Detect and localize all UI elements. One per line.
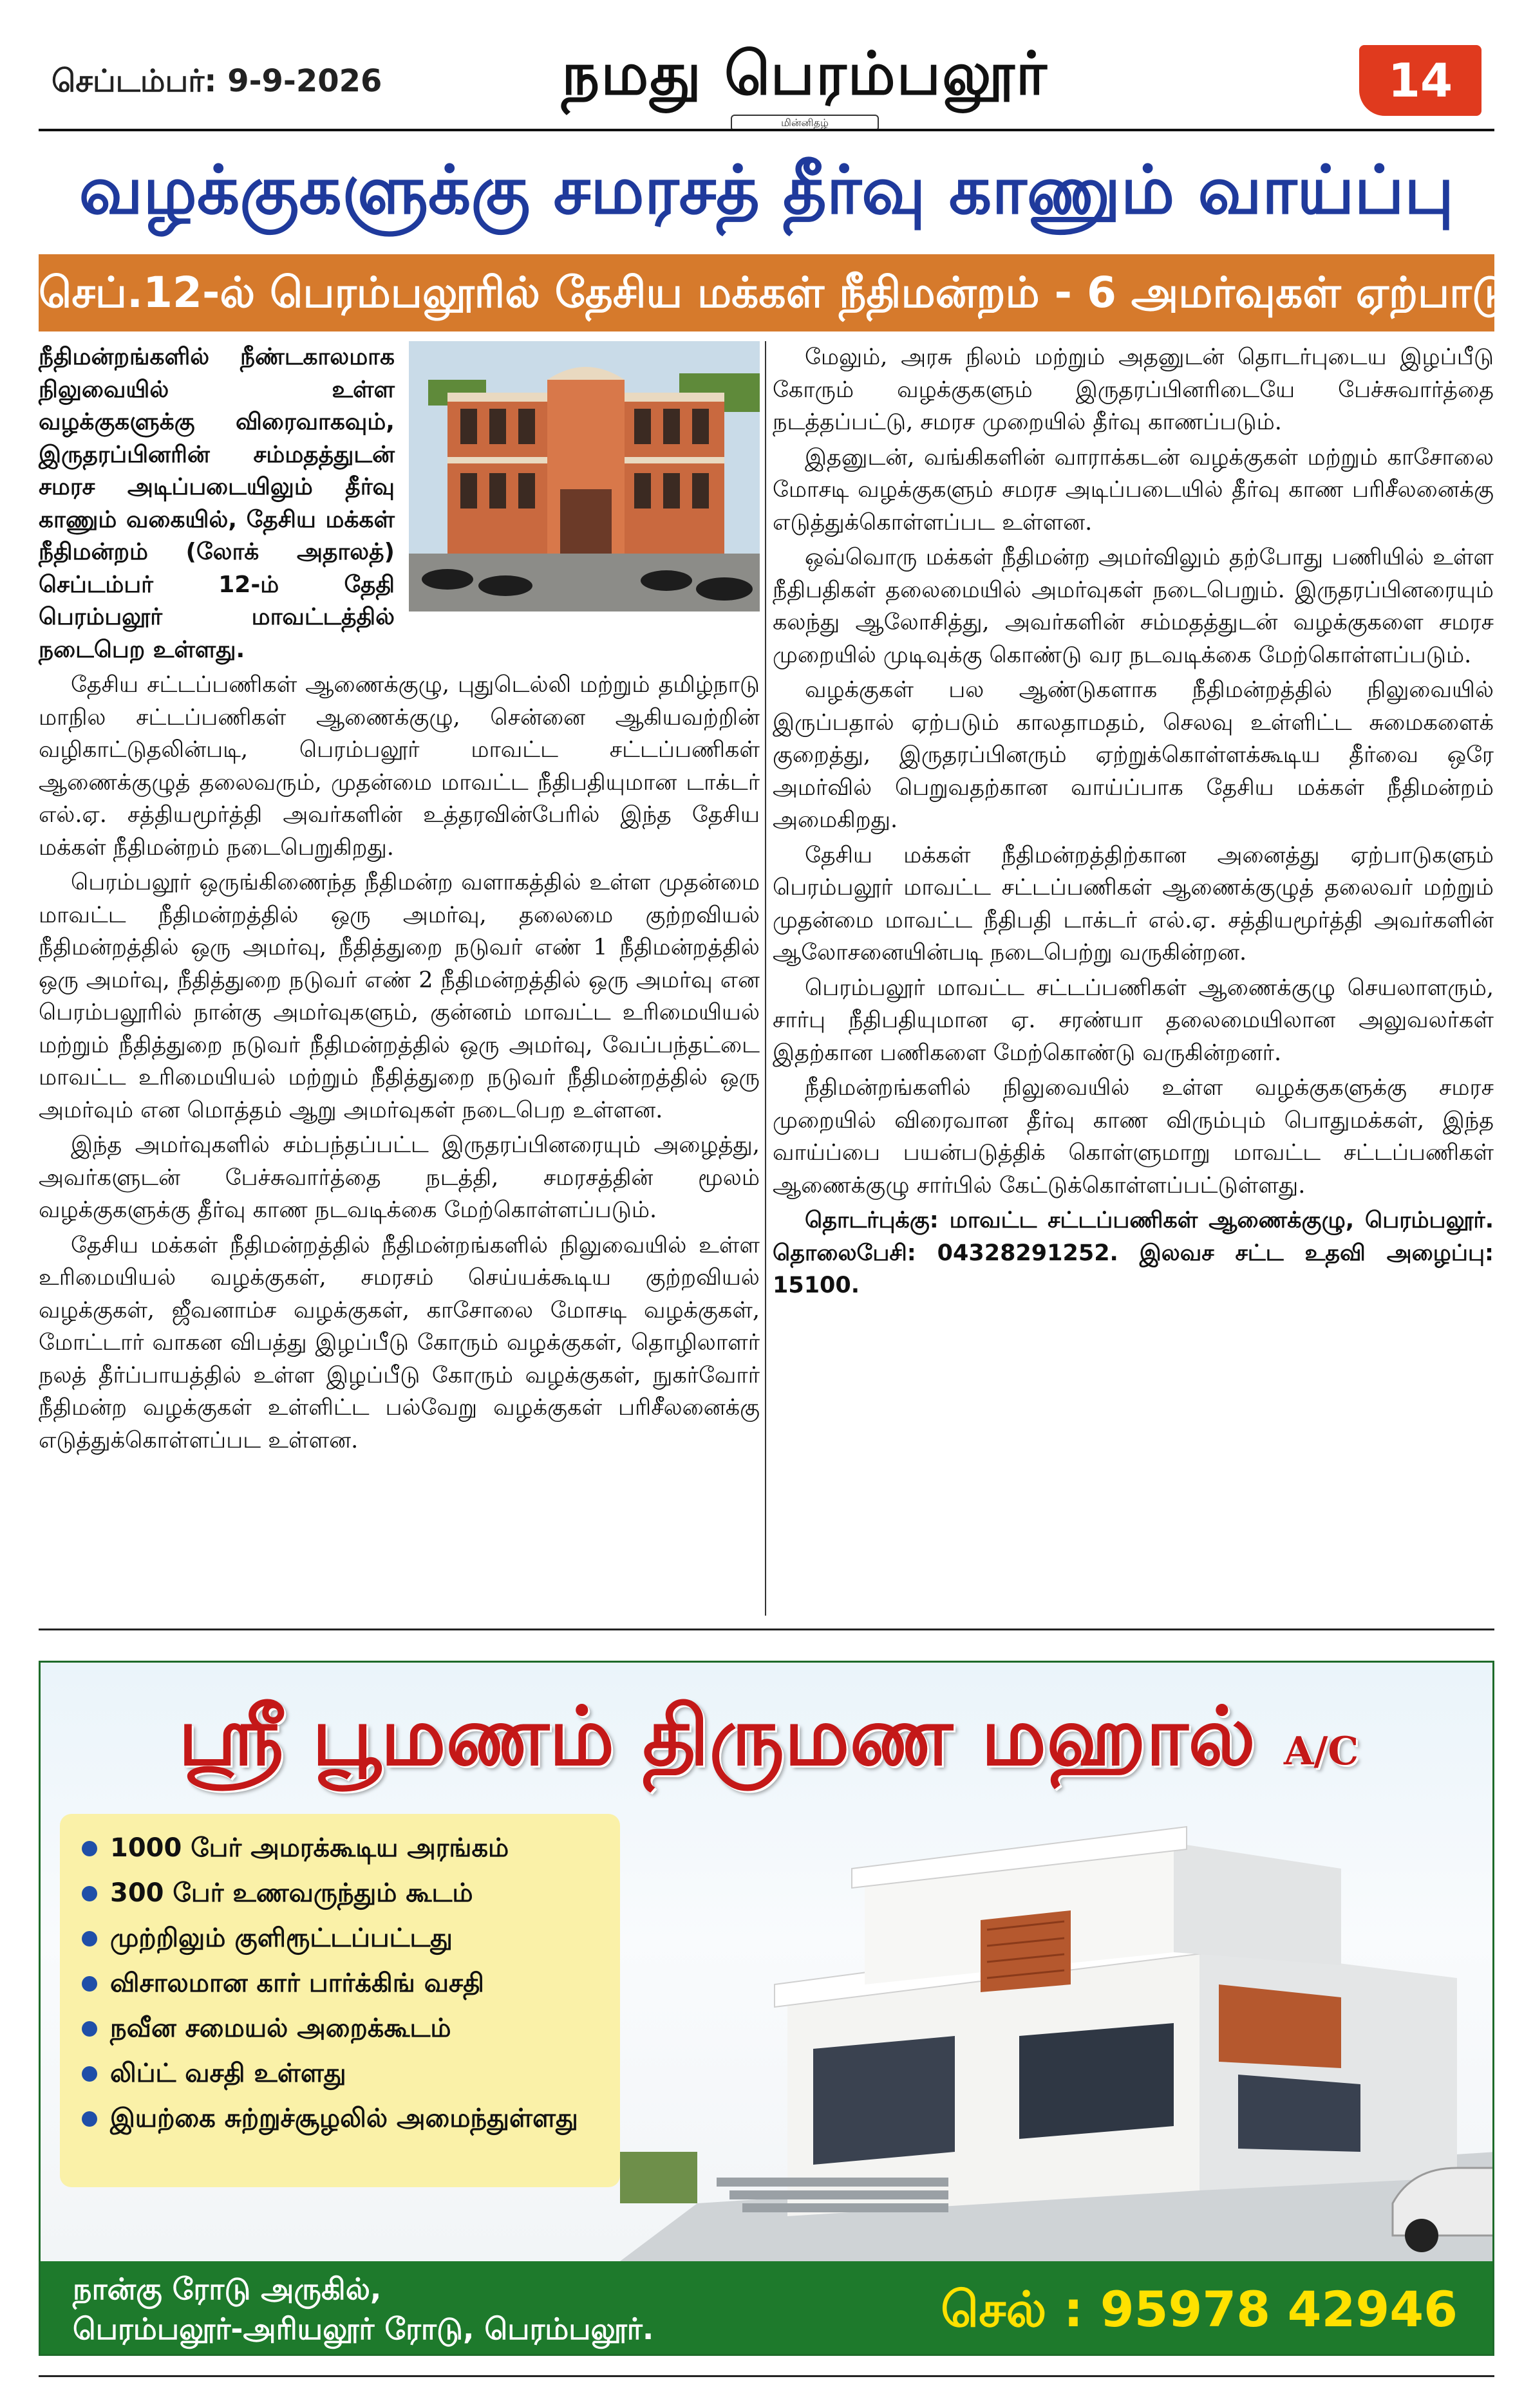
ad-phone-number: செல் : 95978 42946 xyxy=(941,2281,1458,2338)
article-paragraph: நீதிமன்றங்களில் நிலுவையில் உள்ள வழக்குகளுக்கு சமரச முறையில் விரைவான தீர்வு காண விரும்பும் பொதுமக்கள், இந்த வாய்ப்பை பயன்படுத்திக் கொள்ளுமாறு மாவட்ட சட்டப்பணிகள் ஆணைக்குழு சார்பில் கேட்டுக்கொள்ளப்பட்டுள்ளது. xyxy=(773,1075,1494,1199)
ad-address-line1: நான்கு ரோடு அருகில், xyxy=(73,2272,382,2306)
feature-item xyxy=(82,2051,620,2096)
article-subheadline: செப்.12-ல் பெரம்பலூரில் தேசிய மக்கள் நீதிமன்றம் - 6 அமர்வுகள் ஏற்பாடு xyxy=(39,254,1494,331)
masthead xyxy=(39,39,1494,135)
wedding-hall-building-illustration xyxy=(620,1791,1494,2261)
court-building-illustration xyxy=(409,341,760,611)
feature-item xyxy=(82,2096,620,2141)
ad-address xyxy=(73,2269,654,2349)
feature-item xyxy=(82,1871,620,1916)
feature-item xyxy=(82,1825,620,1871)
issue-date: செப்டம்பர்: 9-9-2026 xyxy=(52,63,382,99)
article-paragraph: இந்த அமர்வுகளில் சம்பந்தப்பட்ட இருதரப்பினரையும் அழைத்து, அவர்களுடன் பேச்சுவார்த்தை நடத்தி, சமரசத்தின் மூலம் வழக்குகளுக்கு தீர்வு காண நடவடிக்கை மேற்கொள்ளப்படும். xyxy=(39,1132,760,1223)
article-paragraph: ஒவ்வொரு மக்கள் நீதிமன்ற அமர்விலும் தற்போது பணியில் உள்ள நீதிபதிகள் தலைமையில் அமர்வுகள் நடைபெறும். இருதரப்பினரையும் கலந்து ஆலோசித்து, அவர்களின் சம்மதத்துடன் வழக்குகளை சமரச முறையில் முடிவுக்கு கொண்டு வர நடவடிக்கை மேற்கொள்ளப்படும். xyxy=(773,545,1494,668)
article-paragraph: தேசிய மக்கள் நீதிமன்றத்தில் நீதிமன்றங்களில் நிலுவையில் உள்ள உரிமையியல் வழக்குகள், சமரசம் செய்யக்கூடிய குற்றவியல் வழக்குகள், ஜீவனாம்ச வழக்குகள், காசோலை மோசடி வழக்குகள், மோட்டார் வாகன விபத்து இழப்பீடு கோரும் வழக்குகள், தொழிலாளர் நலத் தீர்ப்பாயத்தில் உள்ள இழப்பீடு கோரும் வழக்குகள், நுகர்வோர் நீதிமன்ற வழக்குகள் உள்ளிட்ட பல்வேறு வழக்குகள் பரிசீலனைக்கு எடுத்துக்கொள்ளப்பட உள்ளன. xyxy=(39,1232,760,1453)
feature-text: முற்றிலும் குளிரூட்டப்பட்டது xyxy=(110,1923,453,1953)
bullet-icon xyxy=(82,1931,97,1946)
bullet-icon xyxy=(82,1976,97,1992)
ad-features-list xyxy=(60,1814,620,2187)
feature-item xyxy=(82,1916,620,1961)
page-number-badge: 14 xyxy=(1359,45,1481,116)
ad-footer xyxy=(41,2261,1494,2356)
feature-text: லிப்ட் வசதி உள்ளது xyxy=(110,2058,346,2088)
bullet-icon xyxy=(82,2111,97,2127)
bullet-icon xyxy=(82,2066,97,2082)
contact-info: தொடர்புக்கு: மாவட்ட சட்டப்பணிகள் ஆணைக்குழு, பெரம்பலூர். தொலைபேசி: 04328291252. இலவச சட்ட உதவி அழைப்பு: 15100. xyxy=(773,1208,1494,1298)
article-paragraph: வழக்குகள் பல ஆண்டுகளாக நீதிமன்றத்தில் நிலுவையில் இருப்பதால் ஏற்படும் காலதாமதம், செலவு உள்ளிட்ட சுமைகளைக் குறைத்து, இருதரப்பினரும் ஏற்றுக்கொள்ளக்கூடிய தீர்வை ஒரே அமர்வில் பெறுவதற்கான வாய்ப்பாக தேசிய மக்கள் நீதிமன்றம் அமைகிறது. xyxy=(773,677,1494,833)
article-paragraph: இதனுடன், வங்கிகளின் வாராக்கடன் வழக்குகள் மற்றும் காசோலை மோசடி வழக்குகளும் சமரச அடிப்படையில் தீர்வு காண பரிசீலனைக்கு எடுத்துக்கொள்ளப்பட உள்ளன. xyxy=(773,444,1494,536)
feature-text: விசாலமான கார் பார்க்கிங் வசதி xyxy=(110,1968,484,1998)
article-paragraph: பெரம்பலூர் ஒருங்கிணைந்த நீதிமன்ற வளாகத்தில் உள்ள முதன்மை மாவட்ட நீதிமன்றத்தில் ஒரு அமர்வு, தலைமை குற்றவியல் நீதிமன்றத்தில் ஒரு அமர்வு, நீதித்துறை நடுவர் எண் 1 நீதிமன்றத்தில் ஒரு அமர்வு, நீதித்துறை நடுவர் எண் 2 நீதிமன்றத்தில் ஒரு அமர்வு என பெரம்பலூரில் நான்கு அமர்வுகளும், குன்னம் மாவட்ட உரிமையியல் மற்றும் நீதித்துறை நடுவர் நீதிமன்றத்தில் ஒரு அமர்வு, வேப்பந்தட்டை மாவட்ட உரிமையியல் மற்றும் நீதித்துறை நடுவர் நீதிமன்றத்தில் ஒரு அமர்வும் என மொத்தம் ஆறு அமர்வுகள் நடைபெற உள்ளன. xyxy=(39,870,760,1123)
feature-text: இயற்கை சுற்றுச்சூழலில் அமைந்துள்ளது xyxy=(110,2104,578,2133)
bullet-icon xyxy=(82,1841,97,1856)
feature-item xyxy=(82,2006,620,2051)
ad-title-text: ஸ்ரீ பூமணம் திருமண மஹால் xyxy=(178,1688,1256,1784)
court-building-photo xyxy=(409,341,760,611)
article-column-right xyxy=(773,341,1494,1622)
newspaper-name: நமது பெரம்பலூர் xyxy=(561,39,1048,108)
ad-title-suffix: A/C xyxy=(1283,1729,1359,1774)
article-paragraph: மேலும், அரசு நிலம் மற்றும் அதனுடன் தொடர்புடைய இழப்பீடு கோரும் வழக்குகளும் இருதரப்பினரிடையே பேச்சுவார்த்தை நடத்தப்பட்டு, சமரச முறையில் தீர்வு காணப்படும். xyxy=(773,344,1494,435)
article-paragraph: தேசிய சட்டப்பணிகள் ஆணைக்குழு, புதுடெல்லி மற்றும் தமிழ்நாடு மாநில சட்டப்பணிகள் ஆணைக்குழு, சென்னை ஆகியவற்றின் வழிகாட்டுதலின்படி, பெரம்பலூர் மாவட்ட சட்டப்பணிகள் ஆணைக்குழுத் தலைவரும், முதன்மை மாவட்ட நீதிபதியுமான டாக்டர் எல்.ஏ. சத்தியமூர்த்தி அவர்களின் உத்தரவின்பேரில் இந்த தேசிய மக்கள் நீதிமன்றம் நடைபெறுகிறது. xyxy=(39,672,760,861)
article-headline: வழக்குகளுக்கு சமரசத் தீர்வு காணும் வாய்ப்பு xyxy=(79,151,1454,229)
feature-text: நவீன சமையல் அறைக்கூடம் xyxy=(110,2013,451,2043)
wedding-hall-advertisement xyxy=(39,1661,1494,2356)
newspaper-subtitle: மின்னிதழ் xyxy=(731,115,879,131)
article-paragraph: பெரம்பலூர் மாவட்ட சட்டப்பணிகள் ஆணைக்குழு செயலாளரும், சார்பு நீதிபதியுமான ஏ. சரண்யா தலைமையிலான அலுவலர்கள் இதற்கான பணிகளை மேற்கொண்டு வருகின்றனர். xyxy=(773,975,1494,1066)
bullet-icon xyxy=(82,1886,97,1901)
article-bottom-divider xyxy=(39,1629,1494,1630)
ad-address-line2: பெரம்பலூர்-அரியலூர் ரோடு, பெரம்பலூர். xyxy=(73,2311,654,2346)
article-paragraph: தேசிய மக்கள் நீதிமன்றத்திற்கான அனைத்து ஏற்பாடுகளும் பெரம்பலூர் மாவட்ட சட்டப்பணிகள் ஆணைக்குழுத் தலைவர் மற்றும் முதன்மை மாவட்ட நீதிபதி டாக்டர் எல்.ஏ. சத்தியமூர்த்தி அவர்களின் ஆலோசனையின்படி நடைபெற்று வருகின்றன. xyxy=(773,842,1494,966)
feature-item xyxy=(82,1961,620,2006)
masthead-divider xyxy=(39,129,1494,131)
article-lead-paragraph: நீதிமன்றங்களில் நீண்டகாலமாக நிலுவையில் உள்ள வழக்குகளுக்கு விரைவாகவும், இருதரப்பினரின் சம்மதத்துடன் சமரச அடிப்படையிலும் தீர்வு காணும் வகையில், தேசிய மக்கள் நீதிமன்றம் (லோக் அதாலத்) செப்டம்பர் 12-ம் தேதி பெரம்பலூர் மாவட்டத்தில் நடைபெற உள்ளது. xyxy=(39,344,395,663)
page-bottom-divider xyxy=(39,2375,1494,2377)
feature-text: 1000 பேர் அமரக்கூடிய அரங்கம் xyxy=(110,1833,509,1863)
ad-title xyxy=(41,1688,1494,1795)
feature-text: 300 பேர் உணவருந்தும் கூடம் xyxy=(110,1878,473,1908)
column-divider xyxy=(765,341,766,1616)
bullet-icon xyxy=(82,2021,97,2037)
article-column-left xyxy=(39,341,760,1622)
